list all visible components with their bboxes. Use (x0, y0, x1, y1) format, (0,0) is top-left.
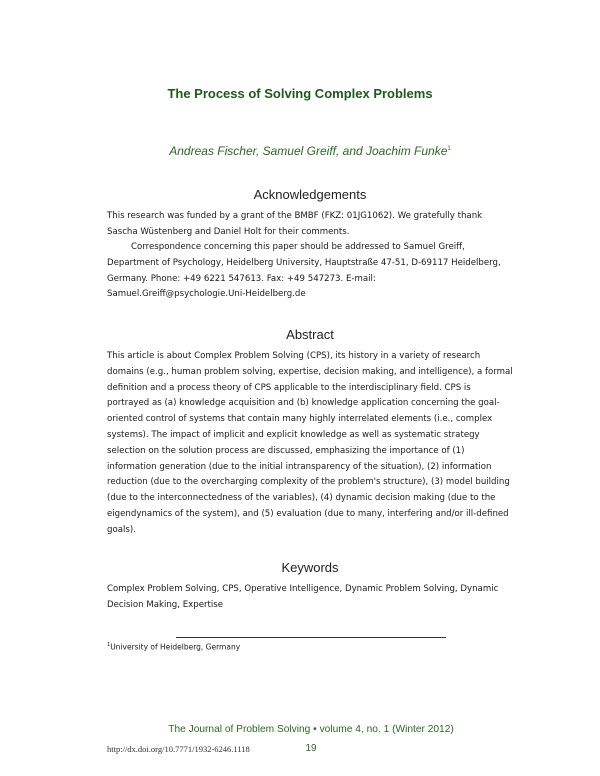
abstract-heading: Abstract (286, 327, 334, 342)
journal-citation: The Journal of Problem Solving • volume 4, no. 1 (Winter 2012) (168, 724, 454, 735)
author-list (0, 144, 600, 158)
abstract-text: This article is about Complex Problem Solving (CPS), its history in a variety of research domains (e.g., human problem solving, expertise, decision making, and intelligence), a formal definition and a process theory of CPS applicable to the interdisciplinary field. CPS is portrayed as (a) knowledge acquisition and (b) knowledge application concerning the goal-oriented control of systems that contain many highly interrelated elements (i.e., complex systems). The impact of implicit and explicit knowledge as well as systematic strategy selection on the solution process are discussed, emphasizing the importance of (1) information generation (due to the initial intransparency of the situation), (2) information reduction (due to the overcharging complexity of the problem's structure), (3) model building (due to the interconnectedness of the variables), (4) dynamic decision making (due to the eigendynamics of the system), and (5) evaluation (due to many, interfering and/or ill-defined goals). (107, 351, 513, 535)
keywords-heading: Keywords (281, 560, 339, 575)
acknowledgements-paragraph-1: This research was funded by a grant of the BMBF (FKZ: 01JG1062). We gratefully thank Sascha Wüstenberg and Daniel Holt for their comments. (107, 211, 483, 237)
keywords-text: Complex Problem Solving, CPS, Operative Intelligence, Dynamic Problem Solving, Dynamic Decision Making, Expertise (107, 584, 499, 610)
page-number: 19 (305, 743, 317, 754)
footnote-mark: 1 (107, 642, 111, 648)
author-footnote-mark: 1 (447, 146, 451, 152)
footnote-divider (176, 637, 446, 638)
paper-title: The Process of Solving Complex Problems (167, 86, 433, 101)
footnote-text: University of Heidelberg, Germany (110, 642, 241, 652)
authors-text: Andreas Fischer, Samuel Greiff, and Joachim Funke (169, 144, 448, 158)
acknowledgements-paragraph-2: Correspondence concerning this paper should be addressed to Samuel Greiff, Department of Psychology, Heidelberg University, Hauptstraße 47-51, D-69117 Heidelberg, Germany. Phone: +49 6221 547613. Fax: +49 547273. E-mail: Samuel.Greiff@psychologie.Uni-Heidelberg.de (107, 242, 501, 300)
doi-link[interactable]: http://dx.doi.org/10.7771/1932-6246.1118 (107, 744, 250, 754)
acknowledgements-heading: Acknowledgements (253, 187, 367, 202)
footnote (107, 642, 240, 652)
